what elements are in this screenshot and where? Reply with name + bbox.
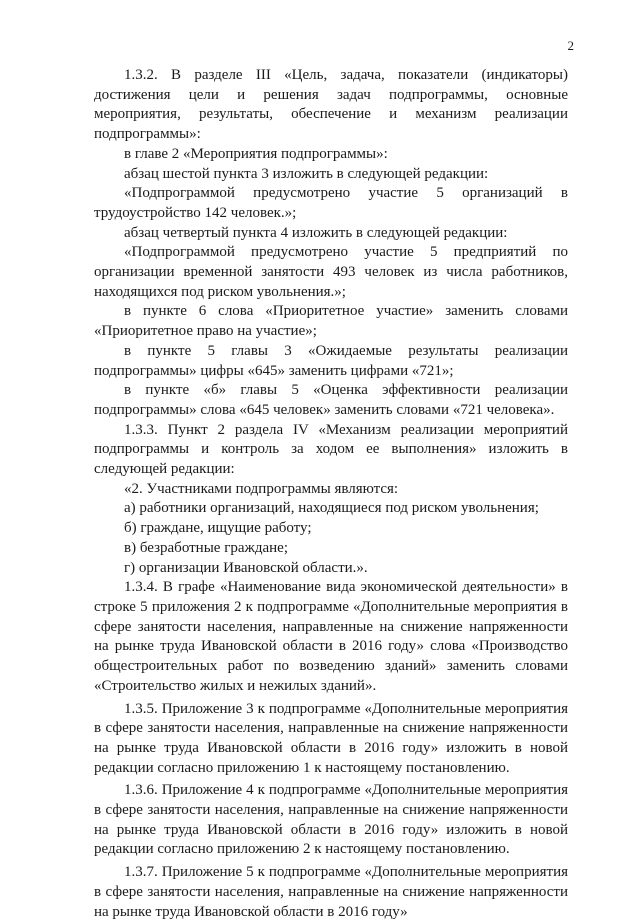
paragraph-quote-organizations: «Подпрограммой предусмотрено участие 5 организаций в трудоустройство 142 человек.»; [94,185,568,221]
paragraph-1-3-3: 1.3.3. Пункт 2 раздела IV «Механизм реализации мероприятий подпрограммы и контроль за ходом ее выполнения» изложить в следующей редакции: [94,421,568,478]
paragraph-1-3-4: 1.3.4. В графе «Наименование вида экономической деятельности» в строке 5 приложения 2 к подпрограмме «Дополнительные мероприятия в сфере занятости населения, направленные на снижение напряженности на рынке труда Ивановской области в 2016 году» слова «Производство общестроительных работ по возведению зданий» заменить словами «Строительство жилых и нежилых зданий». [94,579,568,694]
list-item-g: г) организации Ивановской области.». [124,559,368,576]
paragraph-abzac-4: абзац четвертый пункта 4 изложить в следующей редакции: [124,224,508,241]
paragraph-quote-enterprises: «Подпрограммой предусмотрено участие 5 предприятий по организации временной занятости 493 человек из числа работников, находящихся под риском увольнения.»; [94,244,568,300]
paragraph-chapter-2: в главе 2 «Мероприятия подпрограммы»: [124,145,388,162]
list-item-a: а) работники организаций, находящиеся под риском увольнения; [124,500,539,517]
page-number: 2 [567,38,574,53]
list-item-b: б) граждане, ищущие работу; [124,520,312,537]
paragraph-point-5-chapter-3: в пункте 5 главы 3 «Ожидаемые результаты реализации подпрограммы» цифры «645» заменить цифрами «721»; [94,342,568,379]
paragraph-point-6: в пункте 6 слова «Приоритетное участие» заменить словами «Приоритетное право на участие»; [94,303,568,340]
paragraph-1-3-2: 1.3.2. В разделе III «Цель, задача, показатели (индикаторы) достижения цели и решения задач подпрограммы, основные мероприятия, результаты, обеспечение и механизм реализации подпрограммы»: [94,67,568,143]
list-item-v: в) безработные граждане; [124,539,289,556]
paragraph-participants: «2. Участниками подпрограммы являются: [124,480,399,497]
paragraph-1-3-5: 1.3.5. Приложение 3 к подпрограмме «Дополнительные мероприятия в сфере занятости населения, направленные на снижение напряженности на рынке труда Ивановской области в 2016 году» изложить в новой редакции согласно приложению 1 к настоящему постановлению. [94,700,568,776]
document-body [94,66,568,922]
paragraph-abzac-6: абзац шестой пункта 3 изложить в следующей редакции: [124,165,489,182]
paragraph-point-b-chapter-5: в пункте «б» главы 5 «Оценка эффективности реализации подпрограммы» слова «645 человек» заменить словами «721 человека». [94,382,568,418]
paragraph-1-3-6: 1.3.6. Приложение 4 к подпрограмме «Дополнительные мероприятия в сфере занятости населения, направленные на снижение напряженности на рынке труда Ивановской области в 2016 году» изложить в новой редакции согласно приложению 2 к настоящему постановлению. [94,782,568,858]
paragraph-1-3-7: 1.3.7. Приложение 5 к подпрограмме «Дополнительные мероприятия в сфере занятости населения, направленные на снижение напряженности на рынке труда Ивановской области в 2016 году» [94,864,568,920]
